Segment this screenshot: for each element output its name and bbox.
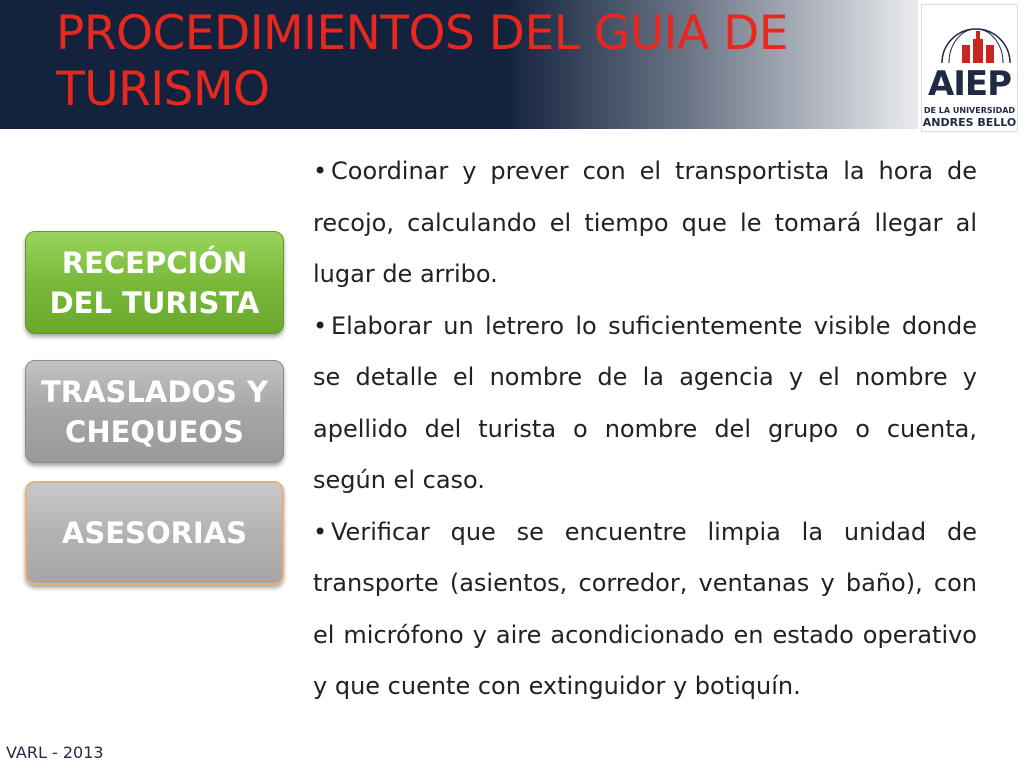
bullet-icon: • — [313, 311, 328, 340]
list-item — [313, 146, 977, 301]
header-banner — [0, 0, 918, 129]
content-body — [313, 146, 977, 713]
logo-subtitle-2: ANDRES BELLO — [922, 116, 1017, 129]
nav-button-label-line1: TRASLADOS Y — [40, 374, 269, 409]
list-item — [313, 507, 977, 713]
logo-subtitle-1: DE LA UNIVERSIDAD — [923, 106, 1016, 115]
bullet-list — [313, 146, 977, 713]
nav-button-recepcion[interactable] — [25, 231, 284, 334]
footer-text: VARL - 2013 — [6, 743, 104, 762]
nav-button-label-line1: RECEPCIÓN — [61, 245, 248, 280]
nav-button-label-line2: CHEQUEOS — [65, 414, 244, 449]
page-title: PROCEDIMIENTOS DEL GUIA DE TURISMO — [56, 6, 788, 117]
nav-button-label-line1: ASESORIAS — [61, 516, 248, 550]
nav-button-label-line2: DEL TURISTA — [49, 285, 260, 320]
nav-button-traslados[interactable] — [25, 360, 284, 463]
logo-name: AIEP — [927, 64, 1012, 104]
bullet-icon: • — [313, 517, 328, 546]
aiep-logo — [921, 4, 1018, 132]
bullet-icon: • — [313, 157, 328, 185]
list-item-text: Elaborar un letrero lo suficientemente visible donde se detalle el nombre de la agencia y el nombre y apellido del turista o nombre del grupo o cuenta, según el caso. — [313, 311, 977, 494]
list-item — [313, 301, 977, 507]
list-item-text: Verificar que se encuentre limpia la unidad de transporte (asientos, corredor, ventanas y baño), con el micrófono y aire acondicionado en estado operativo y que cuente con extinguidor y botiquín. — [313, 517, 977, 700]
list-item-text: Coordinar y prever con el transportista la hora de recojo, calculando el tiempo que le tomará llegar al lugar de arribo. — [313, 157, 977, 288]
nav-button-asesorias[interactable] — [25, 481, 284, 585]
